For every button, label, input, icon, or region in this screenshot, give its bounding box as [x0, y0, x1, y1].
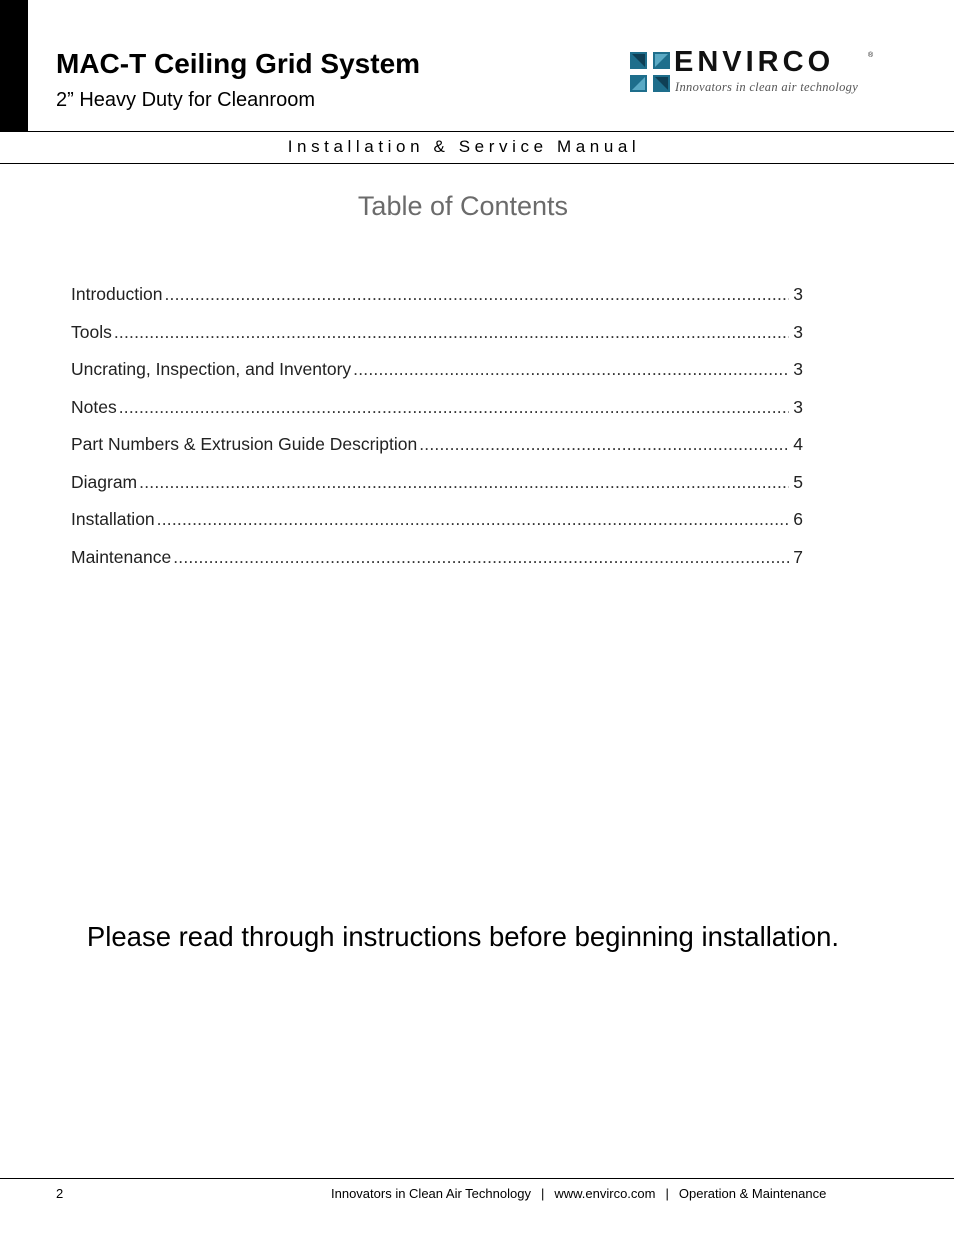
document-title: MAC-T Ceiling Grid System [56, 48, 421, 79]
toc-entry-page: 3 [793, 284, 803, 304]
toc-entry-page: 7 [793, 546, 803, 567]
footer-separator: | [665, 1186, 669, 1201]
toc-entry-label: Installation [71, 509, 155, 529]
toc-entry[interactable] [71, 322, 803, 360]
footer-section: Operation & Maintenance [678, 1186, 827, 1201]
toc-entry-label: Uncrating, Inspection, and Inventory [71, 359, 352, 379]
toc-entry[interactable] [71, 397, 803, 435]
toc-leader-dots [157, 509, 790, 530]
toc-heading: Table of Contents [357, 191, 569, 221]
toc-leader-dots [114, 322, 789, 343]
toc-entry[interactable] [71, 509, 803, 547]
toc-entry-page: 6 [793, 509, 803, 529]
toc-entry-label: Tools [71, 321, 112, 342]
logo-tagline: Innovators in clean air technology [675, 80, 859, 94]
toc-entry[interactable] [71, 284, 803, 322]
footer-rule [0, 1178, 954, 1179]
toc-entry-page: 4 [793, 434, 803, 454]
toc-leader-dots [353, 359, 789, 380]
envirco-mark-icon [630, 52, 670, 92]
toc-entry[interactable] [71, 359, 803, 397]
toc-entry-label: Notes [71, 396, 117, 417]
footer-website-link[interactable]: www.envirco.com [554, 1186, 656, 1201]
toc-entry-page: 3 [793, 321, 803, 342]
document-subtitle: 2” Heavy Duty for Cleanroom [56, 89, 315, 111]
toc-entry-label: Introduction [71, 284, 163, 304]
toc-leader-dots [419, 434, 789, 455]
footer-separator: | [540, 1186, 545, 1201]
toc-entry-page: 3 [793, 359, 803, 379]
toc-leader-dots [119, 397, 790, 418]
logo-registered-mark: ® [868, 52, 874, 59]
header-rule-top [0, 131, 954, 132]
manual-label: Installation & Service Manual [287, 137, 641, 156]
installation-notice: Please read through instructions before beginning installation. [86, 921, 840, 952]
footer-page-number: 2 [56, 1186, 64, 1201]
header-rule-bottom [0, 163, 954, 164]
toc-leader-dots [139, 472, 789, 493]
toc-leader-dots [164, 284, 789, 305]
black-header-tab [0, 0, 28, 131]
footer-tagline: Innovators in Clean Air Technology [331, 1186, 531, 1201]
envirco-logo [630, 46, 875, 98]
logo-name: ENVIRCO [674, 46, 835, 78]
toc-entry[interactable] [71, 434, 803, 472]
toc-entry-label: Maintenance [71, 546, 172, 567]
toc-leader-dots [173, 547, 789, 568]
toc-entry[interactable] [71, 547, 803, 585]
toc-entry-label: Part Numbers & Extrusion Guide Description [71, 434, 418, 454]
toc-entry-page: 5 [793, 471, 803, 492]
toc-entry[interactable] [71, 472, 803, 510]
toc-entry-label: Diagram [71, 471, 138, 492]
table-of-contents [71, 284, 803, 584]
toc-entry-page: 3 [793, 396, 803, 417]
footer-info [331, 1186, 826, 1201]
